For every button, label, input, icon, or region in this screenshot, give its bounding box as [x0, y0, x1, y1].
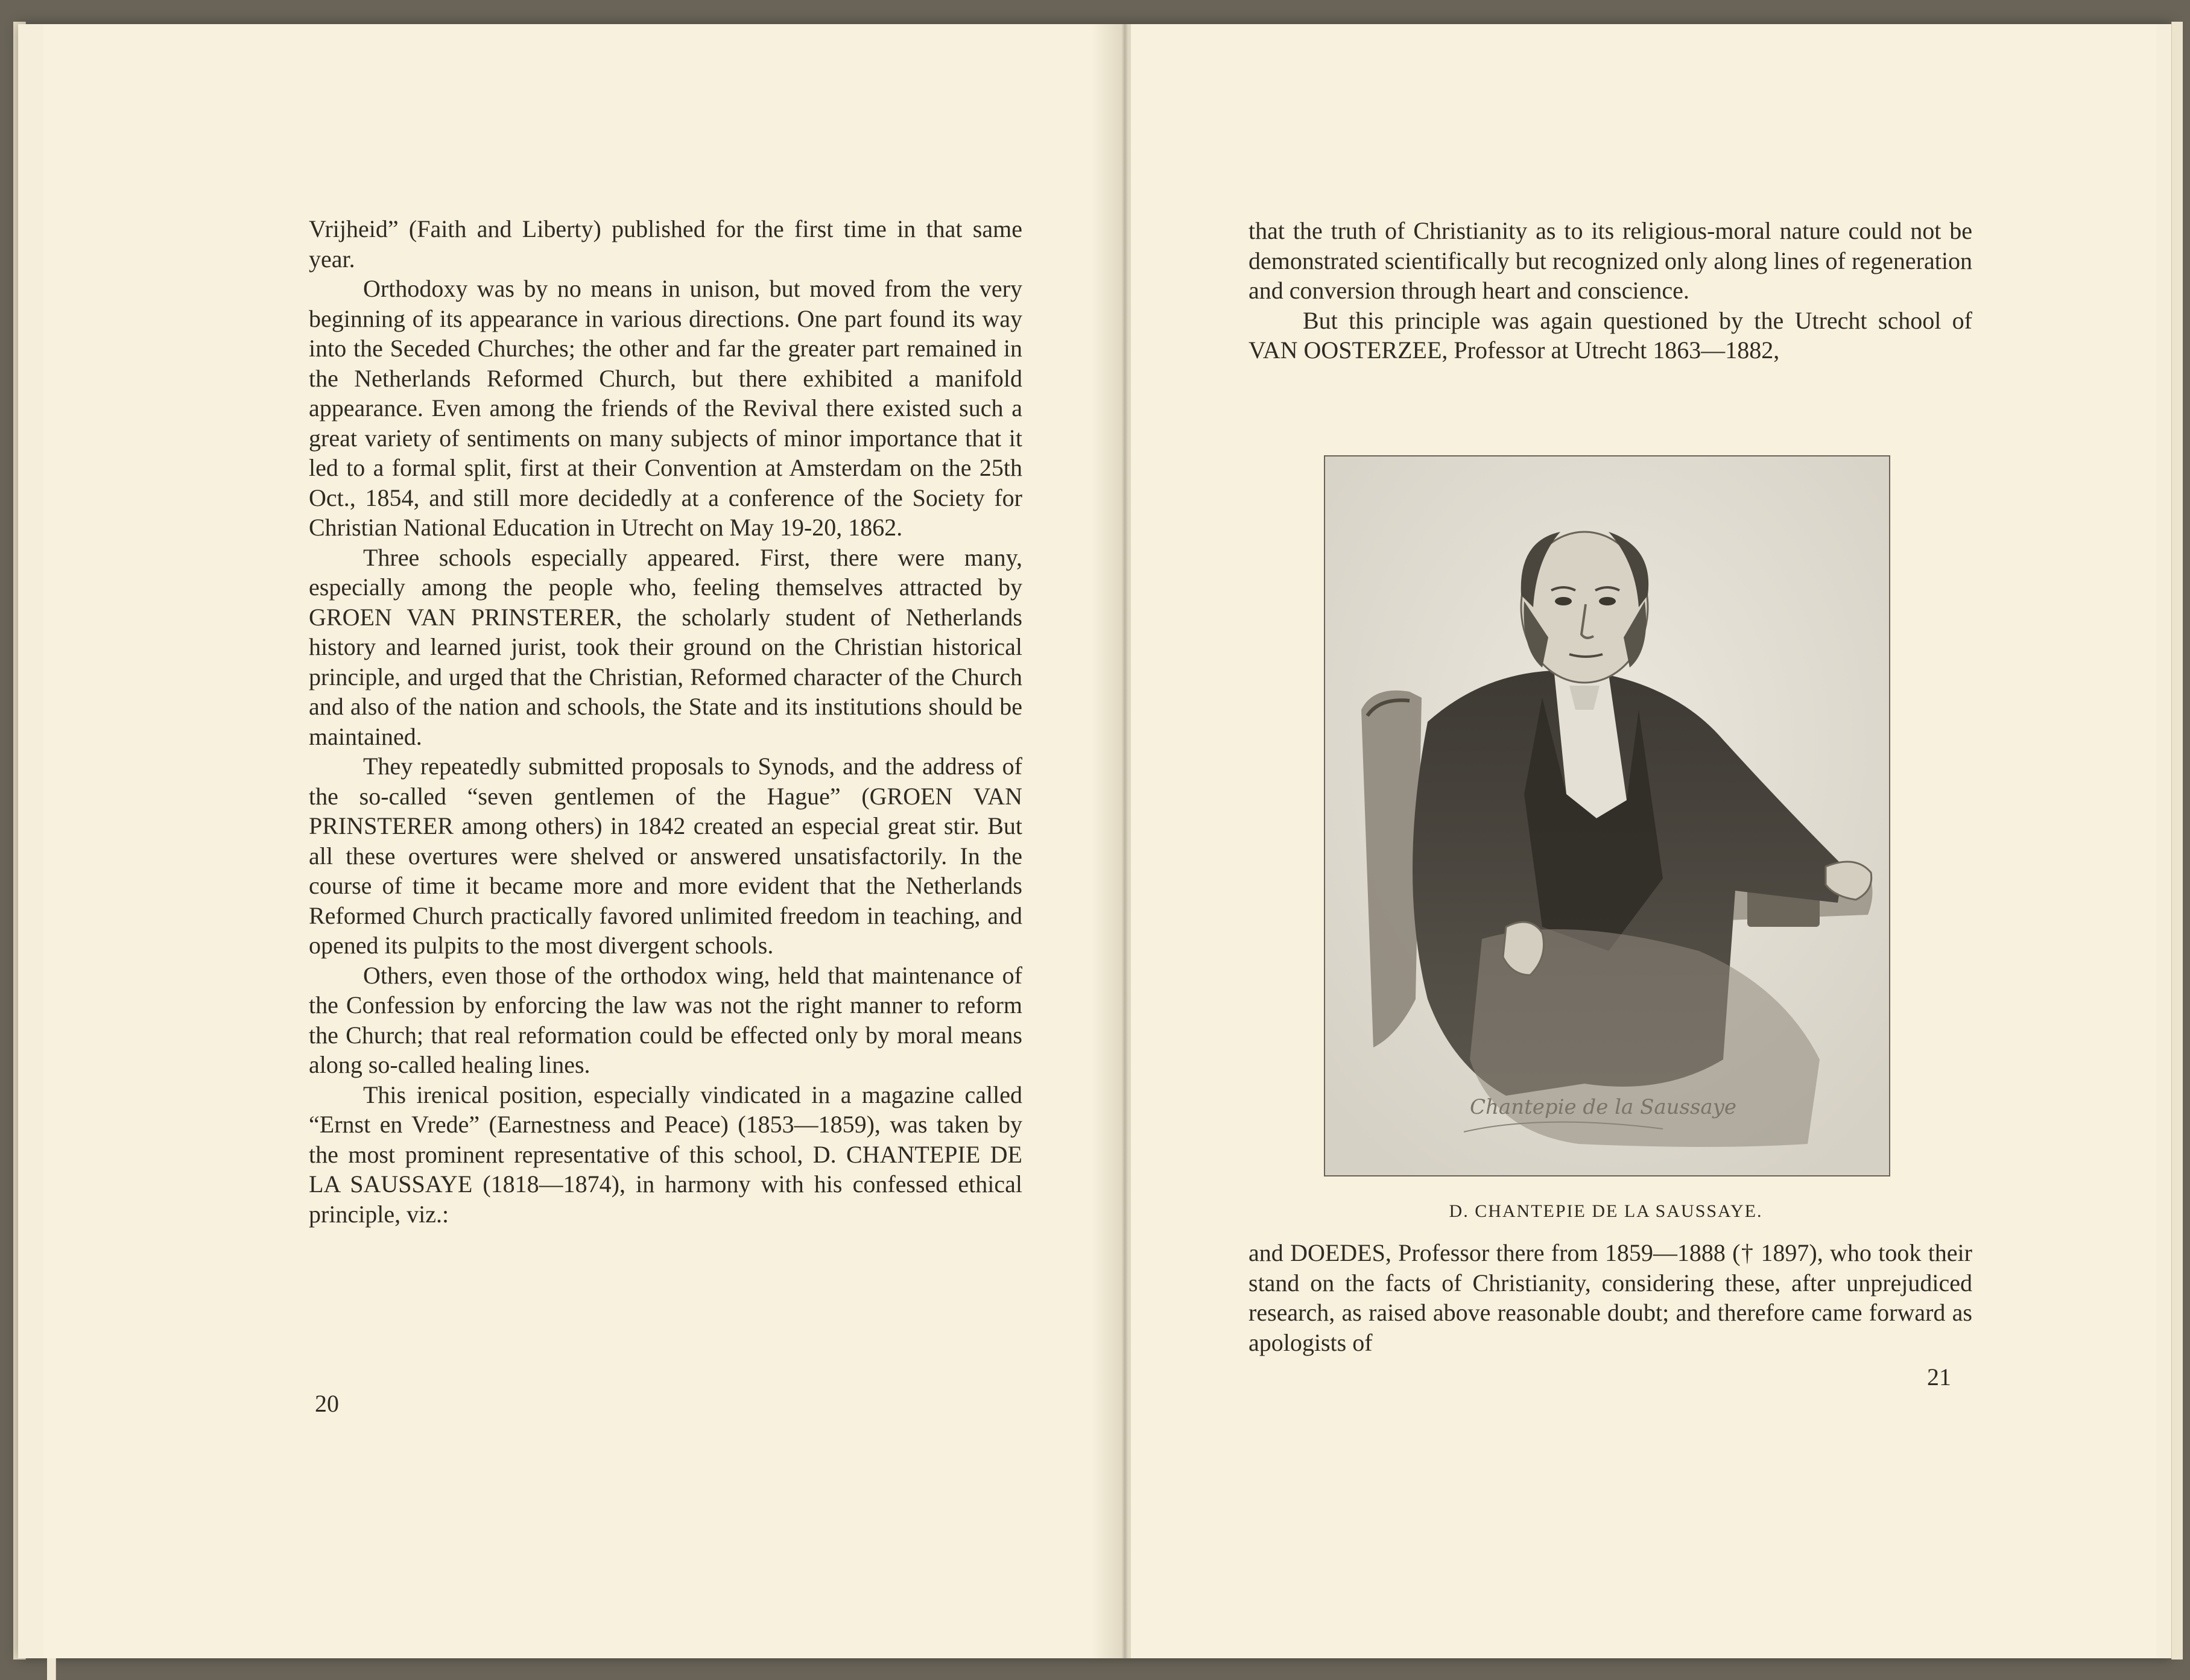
page-number-left: 20 — [315, 1390, 339, 1417]
paragraph: But this principle was again questioned by the Utrecht school of VAN OOSTERZEE, Professor at Utrecht 1863—1882, — [1248, 306, 1972, 364]
page-number-right: 21 — [1927, 1363, 1951, 1391]
right-page-text-top — [1248, 216, 1972, 365]
left-page-text — [309, 214, 1022, 1229]
right-page-text-bottom — [1248, 1238, 1972, 1357]
paragraph: that the truth of Christianity as to its religious-moral nature could not be demonstrated scientifically but recognized only along lines of regeneration and conversion through heart and conscience. — [1248, 217, 1972, 304]
book-spread — [18, 24, 2172, 1658]
paragraph: and DOEDES, Professor there from 1859—1888 († 1897), who took their stand on the facts of Christianity, considering these, after unprejudiced research, as raised above reasonable doubt; and therefore came forward as apologists of — [1248, 1239, 1972, 1356]
page-edge-right — [2171, 22, 2183, 1659]
paragraph: This irenical position, especially vindicated in a magazine called “Ernst en Vrede” (Earnestness and Peace) (1853—1859), was taken by the most prominent representative of this school, D. CHANTEPIE DE LA SAUSSAYE (1818—1874), in harmony with his confessed ethical principle, viz.: — [309, 1081, 1022, 1228]
portrait-caption: D. CHANTEPIE DE LA SAUSSAYE. — [1449, 1201, 1763, 1221]
portrait-engraving — [1324, 455, 1890, 1176]
left-page — [43, 24, 1123, 1658]
paragraph: Vrijheid” (Faith and Liberty) published for the first time in that same year. — [309, 215, 1022, 273]
paragraph: Three schools especially appeared. First, there were many, especially among the people who, feeling themselves attracted by GROEN VAN PRINSTERER, the scholarly student of Netherlands history and learned jurist, took their ground on the Christian historical principle, and urged that the Christian, Reformed character of the Church and also of the nation and schools, the State and its institutions should be maintained. — [309, 543, 1022, 750]
paragraph: Orthodoxy was by no means in unison, but moved from the very beginning of its appearance in various directions. One part found its way into the Seceded Churches; the other and far the greater part remained in the Netherlands Reformed Church, but there exhibited a manifold appearance. Even among the friends of the Revival there existed such a great variety of sentiments on many subjects of minor importance that it led to a formal split, first at their Convention at Amsterdam on the 25th Oct., 1854, and still more decidedly at a conference of the Society for Christian National Education in Utrecht on May 19-20, 1862. — [309, 275, 1022, 541]
portrait-illustration — [1325, 456, 1889, 1175]
portrait-signature: Chantepie de la Saussaye — [1470, 1095, 1737, 1119]
right-page — [1131, 24, 2156, 1658]
paragraph: Others, even those of the orthodox wing, held that maintenance of the Confession by enforcing the law was not the right manner to reform the Church; that real reformation could be effected only by moral means along so-called healing lines. — [309, 961, 1022, 1078]
paragraph: They repeatedly submitted proposals to Synods, and the address of the so-called “seven gentlemen of the Hague” (GROEN VAN PRINSTERER among others) in 1842 created an especial great stir. But all these overtures were shelved or answered unsatisfactorily. In the course of time it became more and more evident that the Netherlands Reformed Church practically favored unlimited freedom in teaching, and opened its pulpits to the most divergent schools. — [309, 753, 1022, 959]
